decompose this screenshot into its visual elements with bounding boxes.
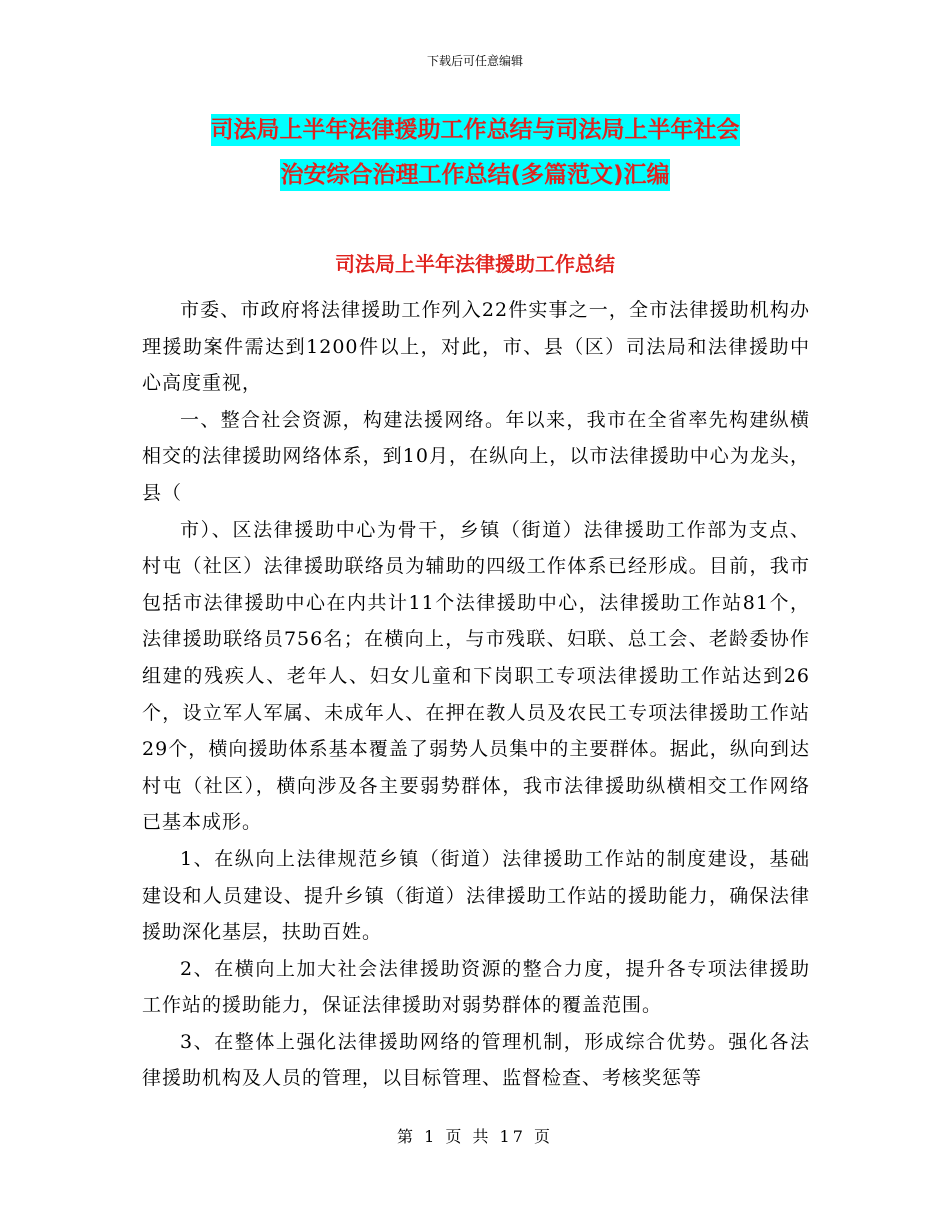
paragraph-network-1: 一、整合社会资源，构建法援网络。年以来，我市在全省率先构建纵横相交的法律援助网络体系，到10月，在纵向上，以市法律援助中心为龙头，县（ (142, 408, 810, 504)
section-title: 司法局上半年法律援助工作总结 (335, 252, 615, 276)
paragraph-item-3: 3、在整体上强化法律援助网络的管理机制，形成综合优势。强化各法律援助机构及人员的管理，以目标管理、监督检查、考核奖惩等 (142, 1030, 810, 1090)
document-body (142, 292, 810, 1097)
paragraph-network-2: 市）、区法律援助中心为骨干，乡镇（街道）法律援助工作部为支点、村屯（社区）法律援助联络员为辅助的四级工作体系已经形成。目前，我市包括市法律援助中心在内共计11个法律援助中心，法律援助工作站81个，法律援助联络员756名；在横向上，与市残联、妇联、总工会、老龄委协作组建的残疾人、老年人、妇女儿童和下岗职工专项法律援助工作站达到26个，设立军人军属、未成年人、在押在教人员及农民工专项法律援助工作站29个，横向援助体系基本覆盖了弱势人员集中的主要群体。据此，纵向到达村屯（社区），横向涉及各主要弱势群体，我市法律援助纵横相交工作网络已基本成形。 (142, 518, 810, 834)
document-title-line-1: 司法局上半年法律援助工作总结与司法局上半年社会 (211, 114, 740, 146)
document-title-line-2: 治安综合治理工作总结(多篇范文)汇编 (280, 159, 669, 191)
paragraph-item-2: 2、在横向上加大社会法律援助资源的整合力度，提升各专项法律援助工作站的援助能力，保证法律援助对弱势群体的覆盖范围。 (142, 957, 810, 1017)
document-title (0, 110, 950, 200)
page-footer: 第 1 页 共 17 页 (397, 1127, 553, 1146)
page-header: 下载后可任意编辑 (426, 54, 523, 68)
paragraph-item-1: 1、在纵向上法律规范乡镇（街道）法律援助工作站的制度建设，基础建设和人员建设、提升乡镇（街道）法律援助工作站的援助能力，确保法律援助深化基层，扶助百姓。 (142, 847, 810, 944)
paragraph-intro: 市委、市政府将法律援助工作列入22件实事之一，全市法律援助机构办理援助案件需达到1200件以上，对此，市、县（区）司法局和法律援助中心高度重视， (142, 299, 810, 395)
